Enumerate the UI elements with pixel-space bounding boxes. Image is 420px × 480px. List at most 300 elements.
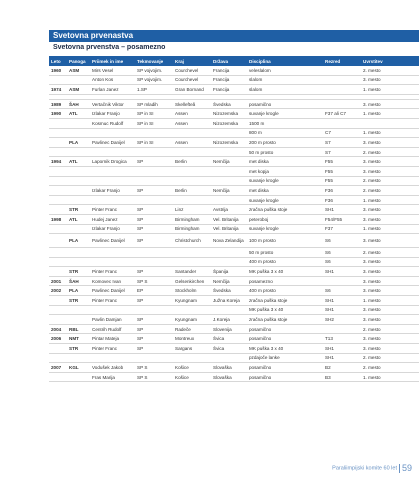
table-cell: 2. mesto bbox=[361, 363, 419, 373]
page-footer bbox=[300, 462, 412, 474]
table-cell bbox=[49, 257, 67, 267]
table-cell: Linz bbox=[173, 205, 211, 215]
table-cell bbox=[67, 176, 90, 186]
table-cell bbox=[49, 372, 67, 382]
table-cell: 2. mesto bbox=[361, 66, 419, 75]
table-cell bbox=[173, 248, 211, 258]
table-cell: SP vojvojim. bbox=[135, 75, 173, 85]
table-cell: 1. mesto bbox=[361, 296, 419, 306]
table-cell: F36 bbox=[323, 186, 361, 196]
table-cell bbox=[67, 372, 90, 382]
table-cell: SP bbox=[135, 157, 173, 167]
table-row bbox=[49, 372, 419, 382]
table-cell: posamično bbox=[247, 363, 323, 373]
table-cell: Košice bbox=[173, 372, 211, 382]
table-cell: ASM bbox=[67, 66, 90, 75]
table-cell: 3. mesto bbox=[361, 157, 419, 167]
table-cell: 2004 bbox=[49, 324, 67, 334]
table-cell bbox=[67, 118, 90, 128]
table-cell: Izlakar Franjo bbox=[90, 224, 135, 234]
table-cell: Španija bbox=[211, 267, 247, 277]
table-cell: STR bbox=[67, 267, 90, 277]
table-cell: 3. mesto bbox=[361, 334, 419, 344]
table-cell: S7 bbox=[323, 138, 361, 148]
table-cell: 3. mesto bbox=[361, 166, 419, 176]
table-cell bbox=[135, 166, 173, 176]
table-row bbox=[49, 66, 419, 75]
table-cell bbox=[90, 248, 135, 258]
table-cell bbox=[90, 257, 135, 267]
table-cell: F37 ali C7 bbox=[323, 109, 361, 119]
table-cell: slalom bbox=[247, 85, 323, 95]
table-cell: 200 m prosto bbox=[247, 138, 323, 148]
table-cell bbox=[323, 324, 361, 334]
table-cell bbox=[173, 176, 211, 186]
table-cell: suvanje krogle bbox=[247, 109, 323, 119]
table-cell: Nova Zelandija bbox=[211, 234, 247, 248]
table-cell: Pintar Mateja bbox=[90, 334, 135, 344]
table-cell: SH1 bbox=[323, 305, 361, 315]
table-cell bbox=[49, 138, 67, 148]
table-cell: Birmingham bbox=[173, 224, 211, 234]
table-cell: posamično bbox=[247, 334, 323, 344]
table-cell: Anton Kos bbox=[90, 75, 135, 85]
table-cell bbox=[135, 305, 173, 315]
table-cell: MK puška 3 x 40 bbox=[247, 267, 323, 277]
table-row bbox=[49, 305, 419, 315]
table-cell bbox=[323, 276, 361, 286]
table-cell: Švica bbox=[211, 334, 247, 344]
table-cell bbox=[211, 166, 247, 176]
table-cell bbox=[49, 205, 67, 215]
table-cell bbox=[173, 128, 211, 138]
table-cell: Radeče bbox=[173, 324, 211, 334]
table-row bbox=[49, 99, 419, 109]
table-cell bbox=[135, 128, 173, 138]
table-cell bbox=[67, 305, 90, 315]
table-cell: 100 m prosto bbox=[247, 234, 323, 248]
table-body bbox=[49, 66, 419, 382]
column-header: Disciplina bbox=[247, 56, 323, 66]
table-cell: STR bbox=[67, 296, 90, 306]
table-cell: Skellefteå bbox=[173, 99, 211, 109]
table-cell: Pavlinec Danijel bbox=[90, 286, 135, 296]
table-cell: 2006 bbox=[49, 334, 67, 344]
table-cell: RBL bbox=[67, 324, 90, 334]
table-cell: 2. mesto bbox=[361, 324, 419, 334]
table-cell: Vodušek Jakob bbox=[90, 363, 135, 373]
table-cell: Stockholm bbox=[173, 286, 211, 296]
table-cell bbox=[173, 195, 211, 205]
table-row bbox=[49, 166, 419, 176]
table-cell: 2. mesto bbox=[361, 147, 419, 157]
table-cell: 3. mesto bbox=[361, 138, 419, 148]
table-cell bbox=[67, 353, 90, 363]
table-cell: SP bbox=[135, 186, 173, 196]
table-cell: SP S bbox=[135, 363, 173, 373]
column-header: Država bbox=[211, 56, 247, 66]
table-cell: suvanje krogle bbox=[247, 195, 323, 205]
table-cell: suvanje krogle bbox=[247, 176, 323, 186]
table-row bbox=[49, 75, 419, 85]
table-cell: B3 bbox=[323, 372, 361, 382]
table-cell: Švica bbox=[211, 344, 247, 354]
table-cell: SH1 bbox=[323, 296, 361, 306]
table-cell: ŠAH bbox=[67, 99, 90, 109]
table-row bbox=[49, 267, 419, 277]
table-cell bbox=[90, 353, 135, 363]
table-header-row bbox=[49, 56, 419, 66]
table-cell: S6 bbox=[323, 286, 361, 296]
table-row bbox=[49, 224, 419, 234]
table-cell: SP bbox=[135, 267, 173, 277]
table-cell bbox=[67, 75, 90, 85]
table-cell: Centrih Rudolf bbox=[90, 324, 135, 334]
table-cell: zračna puška stoje bbox=[247, 296, 323, 306]
table-cell bbox=[49, 248, 67, 258]
table-cell: Pavlinec Danijel bbox=[90, 138, 135, 148]
table-cell: MK puška 3 x 40 bbox=[247, 305, 323, 315]
table-cell: 1. mesto bbox=[361, 195, 419, 205]
table-cell: 1. mesto bbox=[361, 109, 419, 119]
table-cell: Kyungnam bbox=[173, 296, 211, 306]
table-cell bbox=[211, 257, 247, 267]
table-cell bbox=[90, 305, 135, 315]
table-cell: 1. mesto bbox=[361, 128, 419, 138]
table-row bbox=[49, 176, 419, 186]
table-cell bbox=[90, 176, 135, 186]
table-cell bbox=[49, 186, 67, 196]
table-row bbox=[49, 214, 419, 224]
table-cell: 1974 bbox=[49, 85, 67, 95]
table-cell: Kyungnam bbox=[173, 315, 211, 325]
table-cell bbox=[211, 128, 247, 138]
table-cell: Vel. Britanija bbox=[211, 214, 247, 224]
table-cell: Južna Koreja bbox=[211, 296, 247, 306]
table-cell: SP vojvojim. bbox=[135, 66, 173, 75]
table-cell bbox=[135, 147, 173, 157]
table-cell: Gran Bornand bbox=[173, 85, 211, 95]
table-cell: Avstrija bbox=[211, 205, 247, 215]
table-cell bbox=[49, 296, 67, 306]
table-cell: Pinter Franc bbox=[90, 267, 135, 277]
table-row bbox=[49, 334, 419, 344]
section-subtitle: Svetovna prvenstva – posamezno bbox=[53, 44, 166, 51]
column-header: Kraj bbox=[173, 56, 211, 66]
table-cell: Slovaška bbox=[211, 363, 247, 373]
table-cell: 1. mesto bbox=[361, 85, 419, 95]
table-cell: Nemčija bbox=[211, 157, 247, 167]
table-cell: MK puška 3 x 40 bbox=[247, 344, 323, 354]
table-cell: F55 bbox=[323, 157, 361, 167]
table-cell: 3. mesto bbox=[361, 75, 419, 85]
table-cell: 400 m prosto bbox=[247, 257, 323, 267]
table-cell: SH2 bbox=[323, 315, 361, 325]
table-row bbox=[49, 353, 419, 363]
table-row bbox=[49, 109, 419, 119]
table-cell bbox=[67, 147, 90, 157]
table-cell: SP bbox=[135, 214, 173, 224]
column-header: Priimek in ime bbox=[90, 56, 135, 66]
table-cell: Pinter Franc bbox=[90, 296, 135, 306]
table-cell bbox=[173, 166, 211, 176]
table-row bbox=[49, 286, 419, 296]
table-cell: SH1 bbox=[323, 344, 361, 354]
table-cell bbox=[323, 75, 361, 85]
page-number: 59 bbox=[401, 463, 412, 473]
table-cell: PLA bbox=[67, 286, 90, 296]
table-row bbox=[49, 118, 419, 128]
table-cell: Santander bbox=[173, 267, 211, 277]
table-cell bbox=[49, 147, 67, 157]
table-cell bbox=[67, 257, 90, 267]
table-cell: STR bbox=[67, 205, 90, 215]
table-cell bbox=[49, 176, 67, 186]
table-cell: Francija bbox=[211, 66, 247, 75]
table-cell: 3. mesto bbox=[361, 234, 419, 248]
table-cell bbox=[173, 257, 211, 267]
table-cell bbox=[90, 147, 135, 157]
table-cell: Furlan Janez bbox=[90, 85, 135, 95]
results-table bbox=[49, 56, 419, 382]
table-cell bbox=[323, 85, 361, 95]
table-cell: 1960 bbox=[49, 66, 67, 75]
table-cell: SP bbox=[135, 205, 173, 215]
table-cell: 3. mesto bbox=[361, 286, 419, 296]
table-cell: SP bbox=[135, 224, 173, 234]
table-cell: Lapornik Drogica bbox=[90, 157, 135, 167]
table-cell: SP S bbox=[135, 372, 173, 382]
footer-divider bbox=[399, 464, 400, 473]
column-header: Leto bbox=[49, 56, 67, 66]
table-cell bbox=[90, 166, 135, 176]
footer-text: Paraliimpijski komite 60 let bbox=[332, 465, 397, 472]
table-row bbox=[49, 195, 419, 205]
table-cell: 3. mesto bbox=[361, 344, 419, 354]
table-cell: Courchevel bbox=[173, 75, 211, 85]
table-cell: 1998 bbox=[49, 214, 67, 224]
table-cell: Pavlin Damjan bbox=[90, 315, 135, 325]
table-cell: SH1 bbox=[323, 353, 361, 363]
table-cell bbox=[135, 176, 173, 186]
table-cell: Nizozemska bbox=[211, 109, 247, 119]
table-cell bbox=[211, 305, 247, 315]
table-cell: SP in SI bbox=[135, 118, 173, 128]
table-cell: 1. mesto bbox=[361, 372, 419, 382]
table-row bbox=[49, 138, 419, 148]
table-cell: Courchevel bbox=[173, 66, 211, 75]
table-cell: 1990 bbox=[49, 109, 67, 119]
table-cell: 1.SP bbox=[135, 85, 173, 95]
table-cell: slalom bbox=[247, 75, 323, 85]
table-cell: 3. mesto bbox=[361, 315, 419, 325]
table-cell: Pinter Franc bbox=[90, 205, 135, 215]
table-cell: Pavlinec Danijel bbox=[90, 234, 135, 248]
table-cell: 2001 bbox=[49, 276, 67, 286]
table-cell: 1500 m bbox=[247, 118, 323, 128]
table-cell: Pinter Franc bbox=[90, 344, 135, 354]
table-cell bbox=[323, 99, 361, 109]
table-cell bbox=[49, 353, 67, 363]
table-cell: posamezno bbox=[247, 276, 323, 286]
table-cell: Švedska bbox=[211, 99, 247, 109]
table-cell: ATL bbox=[67, 109, 90, 119]
table-cell: Assen bbox=[173, 138, 211, 148]
table-row bbox=[49, 324, 419, 334]
table-row bbox=[49, 157, 419, 167]
table-cell: PLA bbox=[67, 234, 90, 248]
table-cell bbox=[49, 166, 67, 176]
table-cell bbox=[211, 195, 247, 205]
table-row bbox=[49, 296, 419, 306]
table-cell: SP bbox=[135, 324, 173, 334]
table-cell bbox=[135, 195, 173, 205]
table-cell: Francija bbox=[211, 75, 247, 85]
table-cell: peteroboj bbox=[247, 214, 323, 224]
table-cell bbox=[49, 315, 67, 325]
table-cell: SH1 bbox=[323, 267, 361, 277]
table-cell: J.Koreja bbox=[211, 315, 247, 325]
table-cell: S7 bbox=[323, 147, 361, 157]
table-cell: F55 bbox=[323, 176, 361, 186]
table-row bbox=[49, 147, 419, 157]
table-cell: met diska bbox=[247, 186, 323, 196]
table-cell: Birmingham bbox=[173, 214, 211, 224]
column-header: Rezred bbox=[323, 56, 361, 66]
table-cell: SP bbox=[135, 334, 173, 344]
table-row bbox=[49, 205, 419, 215]
table-cell: 1989 bbox=[49, 99, 67, 109]
section-title: Svetovna prvenastva bbox=[49, 30, 419, 42]
table-cell bbox=[67, 166, 90, 176]
table-cell bbox=[135, 248, 173, 258]
table-cell bbox=[67, 186, 90, 196]
table-cell: 2. mesto bbox=[361, 248, 419, 258]
table-cell bbox=[323, 118, 361, 128]
table-cell: 50 m prosto bbox=[247, 147, 323, 157]
table-cell: ŠAH bbox=[67, 276, 90, 286]
table-cell bbox=[49, 118, 67, 128]
table-cell bbox=[49, 234, 67, 248]
table-cell bbox=[135, 353, 173, 363]
table-cell: 3. mesto bbox=[361, 276, 419, 286]
table-cell: Košice bbox=[173, 363, 211, 373]
table-cell: Komovec Ivan bbox=[90, 276, 135, 286]
table-cell: met diska bbox=[247, 157, 323, 167]
table-cell bbox=[67, 224, 90, 234]
table-row bbox=[49, 234, 419, 248]
table-cell bbox=[67, 128, 90, 138]
table-cell: ASM bbox=[67, 85, 90, 95]
table-row bbox=[49, 186, 419, 196]
table-cell: Assen bbox=[173, 109, 211, 119]
table-row bbox=[49, 276, 419, 286]
table-cell: T13 bbox=[323, 334, 361, 344]
table-cell: 50 m prosto bbox=[247, 248, 323, 258]
table-cell bbox=[211, 176, 247, 186]
table-cell bbox=[49, 267, 67, 277]
table-cell: Izlakar Franjo bbox=[90, 109, 135, 119]
table-cell: Švedska bbox=[211, 286, 247, 296]
column-header: Panoga bbox=[67, 56, 90, 66]
table-cell bbox=[361, 118, 419, 128]
table-cell bbox=[49, 224, 67, 234]
table-cell: Nemčija bbox=[211, 186, 247, 196]
table-cell: SP bbox=[135, 234, 173, 248]
table-cell bbox=[211, 147, 247, 157]
table-cell: S6 bbox=[323, 248, 361, 258]
table-cell: Berlin bbox=[173, 186, 211, 196]
table-cell: posamično bbox=[247, 99, 323, 109]
table-cell: 3. mesto bbox=[361, 214, 419, 224]
table-cell: Christchurch bbox=[173, 234, 211, 248]
table-cell: PLA bbox=[67, 138, 90, 148]
table-cell bbox=[49, 305, 67, 315]
table-cell: NMT bbox=[67, 334, 90, 344]
table-cell: veleslalom bbox=[247, 66, 323, 75]
table-cell: ATL bbox=[67, 157, 90, 167]
table-cell: S6 bbox=[323, 257, 361, 267]
table-cell: SP S bbox=[135, 276, 173, 286]
table-cell: Sargans bbox=[173, 344, 211, 354]
table-cell: met kopja bbox=[247, 166, 323, 176]
table-cell: Gelsenkirchen bbox=[173, 276, 211, 286]
table-cell: posamično bbox=[247, 372, 323, 382]
table-cell: SP bbox=[135, 344, 173, 354]
table-cell bbox=[67, 248, 90, 258]
table-cell: suvanje krogle bbox=[247, 224, 323, 234]
table-cell bbox=[173, 353, 211, 363]
table-cell: zračna puška stoje bbox=[247, 205, 323, 215]
table-cell: F36 bbox=[323, 195, 361, 205]
table-cell: SP mladih bbox=[135, 99, 173, 109]
table-cell: F54/F55 bbox=[323, 214, 361, 224]
table-cell: SH1 bbox=[323, 205, 361, 215]
table-cell: Montreux bbox=[173, 334, 211, 344]
table-cell bbox=[49, 75, 67, 85]
table-cell: 3. mesto bbox=[361, 205, 419, 215]
table-cell: zračna puška stoje bbox=[247, 315, 323, 325]
table-cell: 3. mesto bbox=[361, 99, 419, 109]
table-cell: Vel. Britanija bbox=[211, 224, 247, 234]
table-row bbox=[49, 85, 419, 95]
table-cell: S6 bbox=[323, 234, 361, 248]
table-cell: Nemčija bbox=[211, 276, 247, 286]
table-cell: Izlakar Franjo bbox=[90, 186, 135, 196]
table-cell bbox=[90, 195, 135, 205]
table-cell bbox=[173, 305, 211, 315]
table-cell: 2007 bbox=[49, 363, 67, 373]
table-cell: EP bbox=[135, 286, 173, 296]
table-cell: B2 bbox=[323, 363, 361, 373]
table-cell: F55 bbox=[323, 166, 361, 176]
table-cell: pzdajoče lanke bbox=[247, 353, 323, 363]
table-row bbox=[49, 128, 419, 138]
table-cell: F37 bbox=[323, 224, 361, 234]
table-cell bbox=[49, 195, 67, 205]
table-row bbox=[49, 344, 419, 354]
table-row bbox=[49, 257, 419, 267]
table-cell: 1994 bbox=[49, 157, 67, 167]
table-cell: 400 m prosto bbox=[247, 286, 323, 296]
table-cell: 1. mesto bbox=[361, 224, 419, 234]
table-cell bbox=[49, 128, 67, 138]
table-cell: SP in SI bbox=[135, 109, 173, 119]
table-cell: Assen bbox=[173, 118, 211, 128]
table-cell: 800 m bbox=[247, 128, 323, 138]
table-cell: Berlin bbox=[173, 157, 211, 167]
table-cell: Kosmuc Rudolf bbox=[90, 118, 135, 128]
